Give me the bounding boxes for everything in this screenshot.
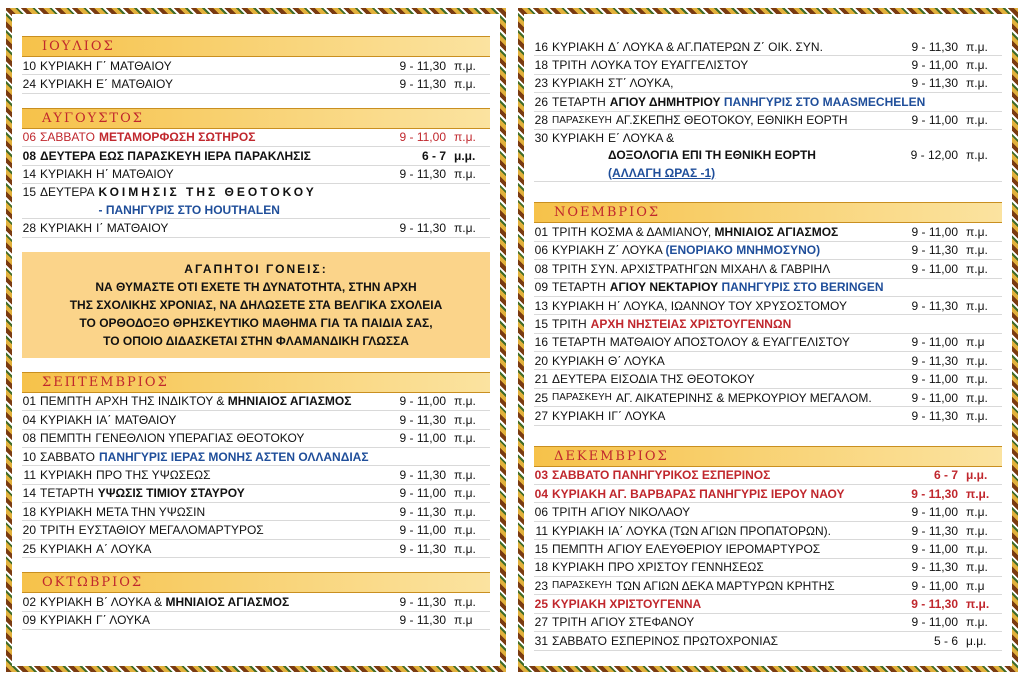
event-row: 30 ΚΥΡΙΑΚΗ Ε΄ ΛΟΥΚΑ &	[534, 131, 675, 146]
event-row: 21 ΔΕΥΤΕΡΑ ΕΙΣΟΔΙΑ ΤΗΣ ΘΕΟΤΟΚΟΥ 9 - 11,00 π.μ.	[534, 370, 1002, 388]
event-row: 04 ΚΥΡΙΑΚΗ ΙΑ΄ ΜΑΤΘΑΙΟΥ 9 - 11,30 π.μ.	[22, 411, 490, 429]
event-row: 10 ΣΑΒΒΑΤΟ ΠΑΝΗΓΥΡΙΣ ΙΕΡΑΣ ΜΟΝΗΣ ΑΣΤΕΝ ΟΛΛΑΝΔΙΑΣ	[22, 448, 490, 466]
event-row: 27 ΚΥΡΙΑΚΗ ΙΓ΄ ΛΟΥΚΑ 9 - 11,30 π.μ.	[534, 407, 1002, 425]
event-row: 13 ΚΥΡΙΑΚΗ Η΄ ΛΟΥΚΑ, ΙΩΑΝΝΟΥ ΤΟΥ ΧΡΥΣΟΣΤΟΜΟΥ 9 - 11,30 π.μ.	[534, 297, 1002, 315]
event-row: 26 ΤΕΤΑΡΤΗ ΑΓΙΟΥ ΔΗΜΗΤΡΙΟΥ ΠΑΝΗΓΥΡΙΣ ΣΤΟ MAASMECHELEN	[534, 93, 1002, 111]
event-row-continued: - ΠΑΝΗΓΥΡΙΣ ΣΤΟ HOUTHALEN	[22, 201, 490, 219]
event-row: 23 ΚΥΡΙΑΚΗ ΣΤ΄ ΛΟΥΚΑ, 9 - 11,30 π.μ.	[534, 75, 1002, 93]
event-row: 06 ΚΥΡΙΑΚΗ Ζ΄ ΛΟΥΚΑ (ΕΝΟΡΙΑΚΟ ΜΝΗΜΟΣΥΝΟ) 9 - 11,30 π.μ.	[534, 242, 1002, 260]
event-row: 28 ΠΑΡΑΣΚΕΥΗ ΑΓ.ΣΚΕΠΗΣ ΘΕΟΤΟΚΟΥ, ΕΘΝΙΚΗ ΕΟΡΤΗ 9 - 11,00 π.μ.	[534, 112, 1002, 130]
event-row: 18 ΚΥΡΙΑΚΗ ΠΡΟ ΧΡΙΣΤΟΥ ΓΕΝΝΗΣΕΩΣ 9 - 11,30 π.μ.	[534, 559, 1002, 577]
month-header-november: ΝΟΕΜΒΡΙΟΣ	[534, 202, 1002, 223]
parents-notice	[22, 252, 490, 358]
month-header-october: ΟΚΤΩΒΡΙΟΣ	[22, 572, 490, 593]
event-row: 01 ΠΕΜΠΤΗ ΑΡΧΗ ΤΗΣ ΙΝΔΙΚΤΟΥ & ΜΗΝΙΑΙΟΣ ΑΓΙΑΣΜΟΣ 9 - 11,00 π.μ.	[22, 393, 490, 411]
month-header-december: ΔΕΚΕΜΒΡΙΟΣ	[534, 446, 1002, 467]
event-row: 25 ΠΑΡΑΣΚΕΥΗ ΑΓ. ΑΙΚΑΤΕΡΙΝΗΣ & ΜΕΡΚΟΥΡΙΟΥ ΜΕΓΑΛΟΜ. 9 - 11,00 π.μ.	[534, 389, 1002, 407]
notice-line: ΤΟ ΟΡΘΟΔΟΞΟ ΘΡΗΣΚΕΥΤΙΚΟ ΜΑΘΗΜΑ ΓΙΑ ΤΑ ΠΑΙΔΙΑ ΣΑΣ,	[79, 315, 433, 330]
event-row: 10 ΚΥΡΙΑΚΗ Γ΄ ΜΑΤΘΑΙΟΥ 9 - 11,30 π.μ.	[22, 57, 490, 75]
event-row: 15 ΠΕΜΠΤΗ ΑΓΙΟΥ ΕΛΕΥΘΕΡΙΟΥ ΙΕΡΟΜΑΡΤΥΡΟΣ 9 - 11,00 π.μ.	[534, 540, 1002, 558]
event-row: 08 ΠΕΜΠΤΗ ΓΕΝΕΘΛΙΟΝ ΥΠΕΡΑΓΙΑΣ ΘΕΟΤΟΚΟΥ 9 - 11,00 π.μ.	[22, 430, 490, 448]
notice-line: ΤΟ ΟΠΟΙΟ ΔΙΔΑΣΚΕΤΑΙ ΣΤΗΝ ΦΛΑΜΑΝΔΙΚΗ ΓΛΩΣΣΑ	[103, 333, 409, 348]
month-header-september: ΣΕΠΤΕΜΒΡΙΟΣ	[22, 372, 490, 393]
event-row: 06 ΤΡΙΤΗ ΑΓΙΟΥ ΝΙΚΟΛΑΟΥ 9 - 11,00 π.μ.	[534, 503, 1002, 521]
event-row: 08 ΔΕΥΤΕΡΑ ΕΩΣ ΠΑΡΑΣΚΕΥΗ ΙΕΡΑ ΠΑΡΑΚΛΗΣΙΣ 6 - 7 μ.μ.	[22, 147, 490, 165]
event-row: 11 ΚΥΡΙΑΚΗ ΙΑ΄ ΛΟΥΚΑ (ΤΩΝ ΑΓΙΩΝ ΠΡΟΠΑΤΟΡΩΝ). 9 - 11,30 π.μ.	[534, 522, 1002, 540]
event-row: 23 ΠΑΡΑΣΚΕΥΗ ΤΩΝ ΑΓΙΩΝ ΔΕΚΑ ΜΑΡΤΥΡΩΝ ΚΡΗΤΗΣ 9 - 11,00 π.μ	[534, 577, 1002, 595]
event-row: 06 ΣΑΒΒΑΤΟ ΜΕΤΑΜΟΡΦΩΣΗ ΣΩΤΗΡΟΣ 9 - 11,00 π.μ.	[22, 129, 490, 147]
notice-heading: ΑΓΑΠΗΤΟΙ ΓΟΝΕΙΣ:	[184, 261, 328, 276]
event-row: 25 ΚΥΡΙΑΚΗ Α΄ ΛΟΥΚΑ 9 - 11,30 π.μ.	[22, 540, 490, 558]
event-row: 28 ΚΥΡΙΑΚΗ Ι΄ ΜΑΤΘΑΙΟΥ 9 - 11,30 π.μ.	[22, 219, 490, 237]
notice-line: ΤΗΣ ΣΧΟΛΙΚΗΣ ΧΡΟΝΙΑΣ, ΝΑ ΔΗΛΩΣΕΤΕ ΣΤΑ ΒΕΛΓΙΚΑ ΣΧΟΛΕΙΑ	[69, 297, 443, 312]
event-row: 16 ΚΥΡΙΑΚΗ Δ΄ ΛΟΥΚΑ & ΑΓ.ΠΑΤΕΡΩΝ Ζ΄ ΟΙΚ. ΣΥΝ. 9 - 11,30 π.μ.	[534, 38, 1002, 56]
right-panel	[518, 8, 1018, 672]
event-row: 24 ΚΥΡΙΑΚΗ Ε΄ ΜΑΤΘΑΙΟΥ 9 - 11,30 π.μ.	[22, 75, 490, 93]
event-row: 15 ΤΡΙΤΗ ΑΡΧΗ ΝΗΣΤΕΙΑΣ ΧΡΙΣΤΟΥΓΕΝΝΩΝ	[534, 315, 1002, 333]
event-row: 15 ΔΕΥΤΕΡΑ ΚΟΙΜΗΣΙΣ ΤΗΣ ΘΕΟΤΟΚΟΥ	[22, 185, 317, 200]
event-row: 18 ΚΥΡΙΑΚΗ ΜΕΤΑ ΤΗΝ ΥΨΩΣΙΝ 9 - 11,30 π.μ.	[22, 503, 490, 521]
event-row: 20 ΚΥΡΙΑΚΗ Θ΄ ΛΟΥΚΑ 9 - 11,30 π.μ.	[534, 352, 1002, 370]
event-row: 16 ΤΕΤΑΡΤΗ ΜΑΤΘΑΙΟΥ ΑΠΟΣΤΟΛΟΥ & ΕΥΑΓΓΕΛΙΣΤΟΥ 9 - 11,00 π.μ	[534, 334, 1002, 352]
event-row: 14 ΤΕΤΑΡΤΗ ΥΨΩΣΙΣ ΤΙΜΙΟΥ ΣΤΑΥΡΟΥ 9 - 11,00 π.μ.	[22, 485, 490, 503]
event-row: 25 ΚΥΡΙΑΚΗ ΧΡΙΣΤΟΥΓΕΝΝΑ 9 - 11,30 π.μ.	[534, 595, 1002, 613]
event-row: 11 ΚΥΡΙΑΚΗ ΠΡΟ ΤΗΣ ΥΨΩΣΕΩΣ 9 - 11,30 π.μ.	[22, 466, 490, 484]
event-row: 18 ΤΡΙΤΗ ΛΟΥΚΑ ΤΟΥ ΕΥΑΓΓΕΛΙΣΤΟΥ 9 - 11,00 π.μ.	[534, 56, 1002, 74]
event-row: 09 ΤΕΤΑΡΤΗ ΑΓΙΟΥ ΝΕΚΤΑΡΙΟΥ ΠΑΝΗΓΥΡΙΣ ΣΤΟ BERINGEN	[534, 279, 1002, 297]
event-row: 31 ΣΑΒΒΑΤΟ ΕΣΠΕΡΙΝΟΣ ΠΡΩΤΟΧΡΟΝΙΑΣ 5 - 6 μ.μ.	[534, 632, 1002, 650]
event-row: 03 ΣΑΒΒΑΤΟ ΠΑΝΗΓΥΡΙΚΟΣ ΕΣΠΕΡΙΝΟΣ 6 - 7 μ.μ.	[534, 467, 1002, 485]
event-row: 04 ΚΥΡΙΑΚΗ ΑΓ. ΒΑΡΒΑΡΑΣ ΠΑΝΗΓΥΡΙΣ ΙΕΡΟΥ ΝΑΟΥ 9 - 11,30 π.μ.	[534, 485, 1002, 503]
event-row: 02 ΚΥΡΙΑΚΗ Β΄ ΛΟΥΚΑ & ΜΗΝΙΑΙΟΣ ΑΓΙΑΣΜΟΣ 9 - 11,30 π.μ.	[22, 593, 490, 611]
event-row: 01 ΤΡΙΤΗ ΚΟΣΜΑ & ΔΑΜΙΑΝΟΥ, ΜΗΝΙΑΙΟΣ ΑΓΙΑΣΜΟΣ 9 - 11,00 π.μ.	[534, 223, 1002, 241]
event-row: 20 ΤΡΙΤΗ ΕΥΣΤΑΘΙΟΥ ΜΕΓΑΛΟΜΑΡΤΥΡΟΣ 9 - 11,00 π.μ.	[22, 521, 490, 539]
month-header-august: ΑΥΓΟΥΣΤΟΣ	[22, 108, 490, 129]
event-row: 14 ΚΥΡΙΑΚΗ Η΄ ΜΑΤΘΑΙΟΥ 9 - 11,30 π.μ.	[22, 166, 490, 184]
month-header-july: ΙΟΥΛΙΟΣ	[22, 36, 490, 57]
event-row: 09 ΚΥΡΙΑΚΗ Γ΄ ΛΟΥΚΑ 9 - 11,30 π.μ	[22, 612, 490, 630]
event-row: 08 ΤΡΙΤΗ ΣΥΝ. ΑΡΧΙΣΤΡΑΤΗΓΩΝ ΜΙΧΑΗΛ & ΓΑΒΡΙΗΛ 9 - 11,00 π.μ.	[534, 260, 1002, 278]
left-panel	[6, 8, 506, 672]
notice-line: ΝΑ ΘΥΜΑΣΤΕ ΟΤΙ ΕΧΕΤΕ ΤΗ ΔΥΝΑΤΟΤΗΤΑ, ΣΤΗΝ ΑΡΧΗ	[95, 279, 417, 294]
event-row: 27 ΤΡΙΤΗ ΑΓΙΟΥ ΣΤΕΦΑΝΟΥ 9 - 11,00 π.μ.	[534, 614, 1002, 632]
event-row-continued: ΔΟΞΟΛΟΓΙΑ ΕΠΙ ΤΗ ΕΘΝΙΚΗ ΕΟΡΤΗ 9 - 12,00 π.μ.	[608, 148, 988, 163]
event-row-continued: (ΑΛΛΑΓΗ ΩΡΑΣ -1)	[534, 164, 1002, 182]
